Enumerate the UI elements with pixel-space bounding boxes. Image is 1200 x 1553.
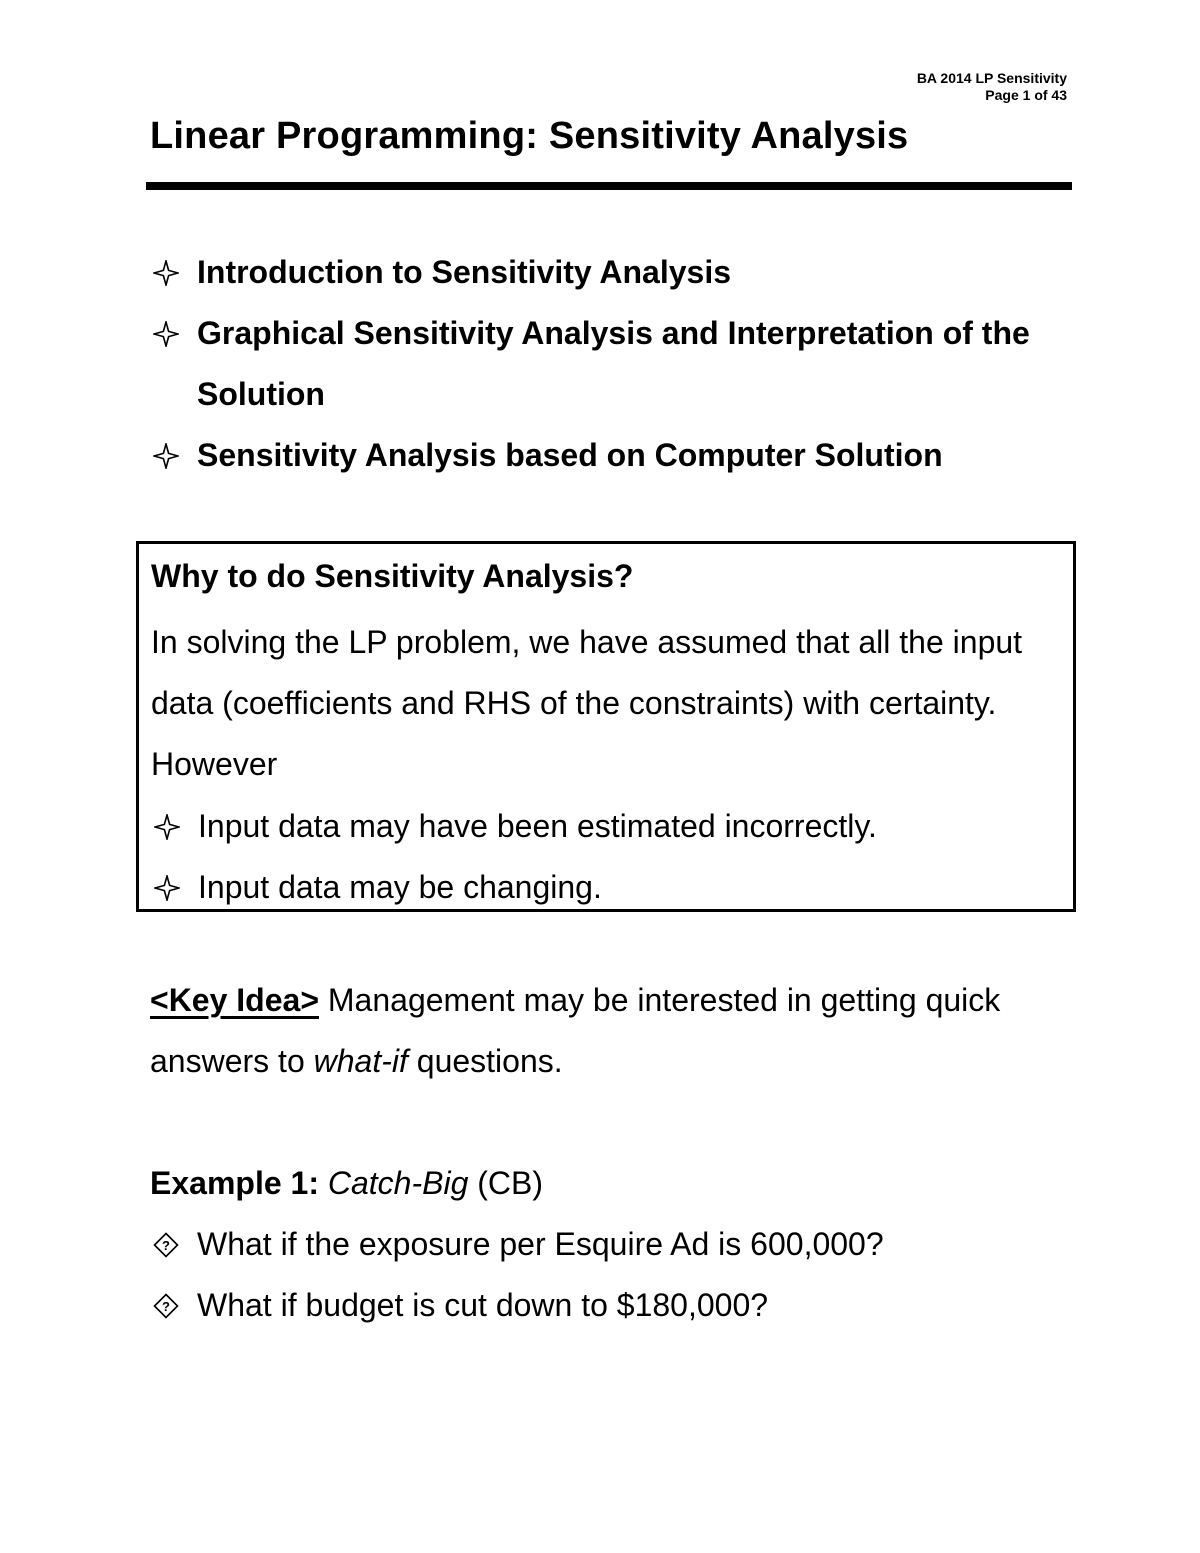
four-point-star-icon: [151, 796, 183, 857]
diamond-question-icon: [150, 1275, 182, 1336]
box-bullet-list: [151, 796, 877, 918]
question-item: [150, 1275, 884, 1336]
page-number: Page 1 of 43: [985, 87, 1067, 103]
four-point-star-icon: [150, 303, 182, 364]
box-bullet-item: [151, 796, 877, 857]
example-name: Catch-Big: [327, 1165, 469, 1201]
document-id: BA 2014 LP Sensitivity: [916, 70, 1067, 86]
topic-text: Introduction to Sensitivity Analysis: [197, 254, 731, 290]
example-label: Example 1:: [150, 1165, 319, 1201]
box-bullet-item: [151, 857, 877, 918]
topic-item: [150, 303, 1070, 425]
page-header: [917, 70, 1067, 104]
example-question-list: [150, 1214, 884, 1336]
title-divider: [146, 182, 1072, 190]
four-point-star-icon: [150, 425, 182, 486]
four-point-star-icon: [151, 857, 183, 918]
diamond-question-icon: [150, 1214, 182, 1275]
key-idea-emphasis: what-if: [313, 1043, 408, 1079]
page-title: Linear Programming: Sensitivity Analysis: [150, 115, 909, 157]
example-heading: [150, 1153, 543, 1214]
svg-text:?: ?: [162, 1237, 170, 1253]
example-abbr: (CB): [468, 1165, 544, 1201]
topic-list: [150, 242, 1070, 486]
question-item: [150, 1214, 884, 1275]
box-bullet-text: Input data may have been estimated incorrectly.: [198, 808, 877, 844]
key-idea-text-end: questions.: [407, 1043, 563, 1079]
box-paragraph: In solving the LP problem, we have assumed that all the input data (coefficients and RHS of the constraints) with certainty. However: [151, 624, 1023, 782]
question-text: What if the exposure per Esquire Ad is 600,000?: [197, 1226, 884, 1262]
question-text: What if budget is cut down to $180,000?: [197, 1287, 769, 1323]
four-point-star-icon: [150, 242, 182, 303]
key-idea-label: <Key Idea>: [150, 982, 319, 1018]
topic-text: Graphical Sensitivity Analysis and Interpretation of the Solution: [197, 315, 1030, 412]
topic-item: [150, 425, 1070, 486]
why-sensitivity-box: [136, 541, 1076, 912]
svg-text:?: ?: [162, 1298, 170, 1314]
key-idea-text: Management may be interested in getting quick answers to: [150, 982, 1001, 1079]
box-bullet-text: Input data may be changing.: [198, 869, 602, 905]
box-heading: Why to do Sensitivity Analysis?: [151, 558, 634, 594]
topic-item: [150, 242, 1070, 303]
topic-text: Sensitivity Analysis based on Computer Solution: [197, 437, 943, 473]
key-idea-paragraph: [150, 970, 1050, 1092]
